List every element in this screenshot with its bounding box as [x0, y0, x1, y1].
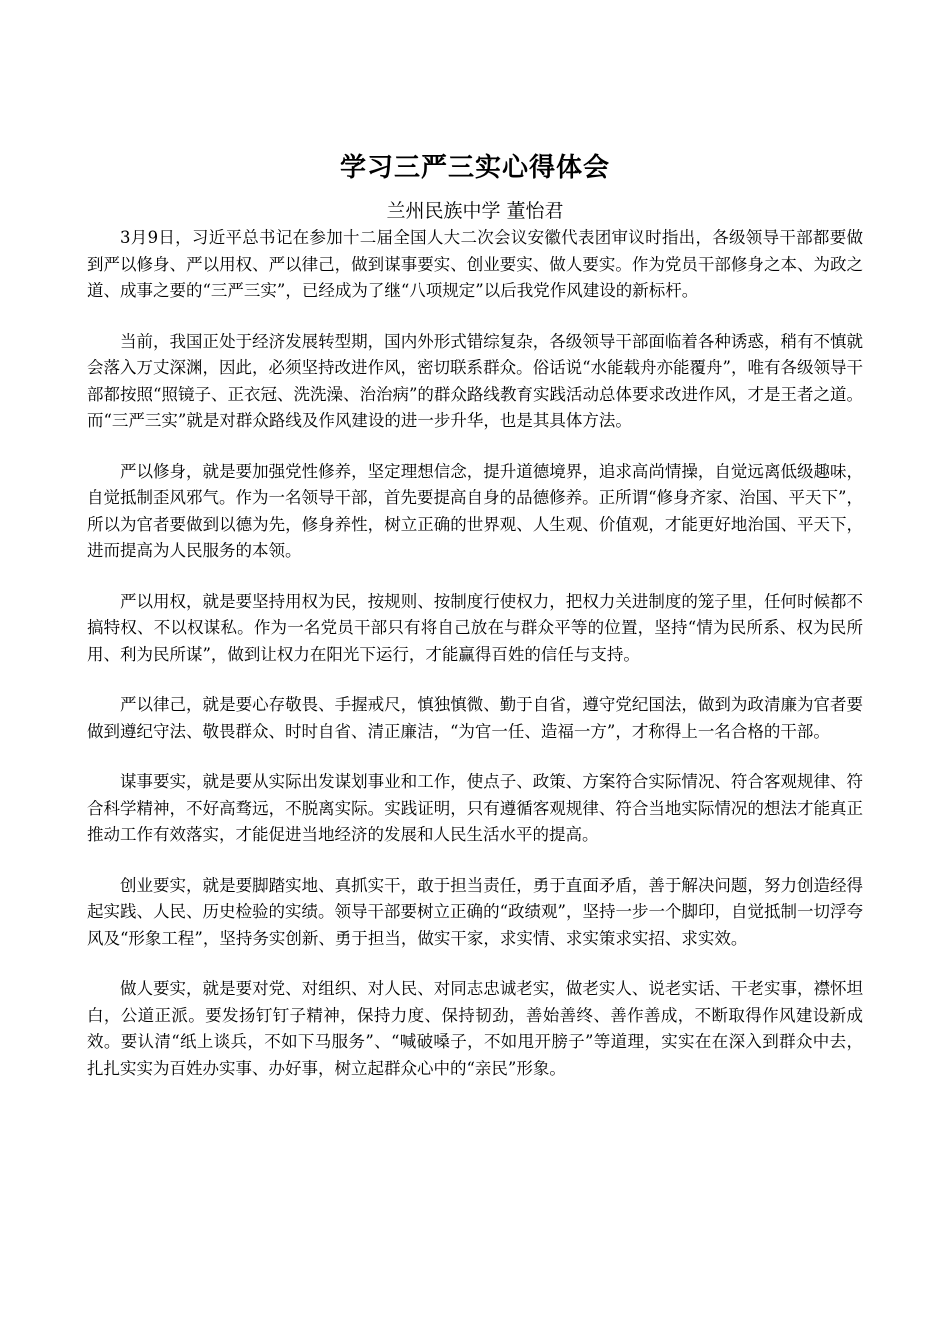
paragraph-3: 严以修身，就是要加强党性修养，坚定理想信念，提升道德境界，追求高尚情操，自觉远离低级趣味，自觉抵制歪风邪气。作为一名领导干部，首先要提高自身的品德修养。正所谓“修身齐家、治国、平天下”，所以为官者要做到以德为先，修身养性，树立正确的世界观、人生观、价值观，才能更好地治国、平天下，进而提高为人民服务的本领。: [87, 461, 863, 560]
paragraph-8: 做人要实，就是要对党、对组织、对人民、对同志忠诚老实，做老实人、说老实话、干老实事，襟怀坦白，公道正派。要发扬钉钉子精神，保持力度、保持韧劲，善始善终、善作善成，不断取得作风建设新成效。要认清“纸上谈兵，不如下马服务”、“喊破嗓子，不如甩开膀子”等道理，实实在在深入到群众中去，扎扎实实为百姓办实事、办好事，树立起群众心中的“亲民”形象。: [87, 979, 863, 1078]
document-body: [87, 225, 863, 1082]
paragraph-2: 当前，我国正处于经济发展转型期，国内外形式错综复杂，各级领导干部面临着各种诱惑，稍有不慎就会落入万丈深渊，因此，必须坚持改进作风，密切联系群众。俗话说“水能载舟亦能覆舟”，唯有各级领导干部都按照“照镜子、正衣冠、洗洗澡、治治病”的群众路线教育实践活动总体要求改进作风，才是王者之道。而“三严三实”就是对群众路线及作风建设的进一步升华，也是其具体方法。: [87, 331, 863, 430]
paragraph-7: 创业要实，就是要脚踏实地、真抓实干，敢于担当责任，勇于直面矛盾，善于解决问题，努力创造经得起实践、人民、历史检验的实绩。领导干部要树立正确的“政绩观”，坚持一步一个脚印，自觉抵制一切浮夸风及“形象工程”，坚持务实创新、勇于担当，做实干家，求实情、求实策求实招、求实效。: [87, 875, 863, 948]
document-author: 兰州民族中学 董怡君: [386, 200, 564, 222]
document-title: 学习三严三实心得体会: [339, 153, 610, 183]
paragraph-1: 3月9日，习近平总书记在参加十二届全国人大二次会议安徽代表团审议时指出，各级领导干部都要做到严以修身、严以用权、严以律己，做到谋事要实、创业要实、做人要实。作为党员干部修身之本、为政之道、成事之要的“三严三实”，已经成为了继“八项规定”以后我党作风建设的新标杆。: [87, 228, 863, 300]
paragraph-5: 严以律己，就是要心存敬畏、手握戒尺，慎独慎微、勤于自省，遵守党纪国法，做到为政清廉为官者要做到遵纪守法、敬畏群众、时时自省、清正廉洁，“为官一任、造福一方”，才称得上一名合格的干部。: [87, 695, 863, 741]
paragraph-6: 谋事要实，就是要从实际出发谋划事业和工作，使点子、政策、方案符合实际情况、符合客观规律、符合科学精神，不好高骛远，不脱离实际。实践证明，只有遵循客观规律、符合当地实际情况的想法才能真正推动工作有效落实，才能促进当地经济的发展和人民生活水平的提高。: [87, 772, 863, 844]
paragraph-4: 严以用权，就是要坚持用权为民，按规则、按制度行使权力，把权力关进制度的笼子里，任何时候都不搞特权、不以权谋私。作为一名党员干部只有将自己放在与群众平等的位置，坚持“情为民所系、权为民所用、利为民所谋”，做到让权力在阳光下运行，才能赢得百姓的信任与支持。: [87, 591, 863, 664]
